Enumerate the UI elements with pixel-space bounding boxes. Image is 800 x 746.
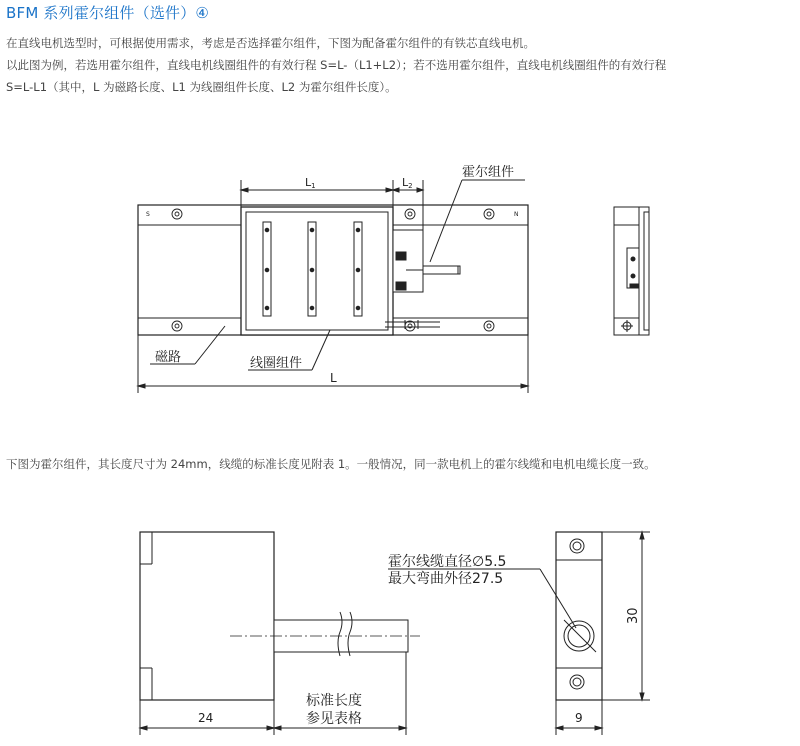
coil-label: 线圈组件 — [250, 356, 303, 371]
intro-line-2: 以此图为例，若选用霍尔组件，直线电机线圈组件的有效行程 S=L-（L1+L2）；若不选用霍尔组件，直线电机线圈组件的有效行程 — [6, 58, 667, 72]
cable-diameter-label: 霍尔线缆直径∅5.5 — [388, 554, 507, 570]
l2-sub: 2 — [408, 182, 413, 190]
intro-line-1: 在直线电机选型时，可根据使用需求，考虑是否选择霍尔组件，下图为配备霍尔组件的有铁芯直线电机。 — [6, 36, 535, 50]
magnet-label: 磁路 — [155, 350, 182, 365]
l2-label: L — [402, 176, 409, 189]
dim-9: 9 — [575, 711, 583, 725]
n-pole-mark: N — [514, 211, 519, 218]
dim-30: 30 — [626, 607, 641, 624]
hall-description: 下图为霍尔组件，其长度尺寸为 24mm，线缆的标准长度见附表 1。一般情况，同一款电机上的霍尔线缆和电机电缆长度一致。 — [6, 457, 656, 471]
hall-body — [140, 532, 274, 700]
l1-label: L — [305, 176, 312, 189]
hall-label: 霍尔组件 — [462, 165, 515, 180]
std-length-line1: 标准长度 — [306, 693, 362, 709]
dim-24: 24 — [198, 711, 214, 725]
intro-line-3: S=L-L1（其中，L 为磁路长度、L1 为线圈组件长度、L2 为霍尔组件长度）。 — [6, 80, 397, 94]
page-title: BFM 系列霍尔组件（选件）④ — [6, 4, 210, 22]
bend-radius-label: 最大弯曲外径27.5 — [388, 571, 504, 587]
l-label: L — [330, 371, 337, 385]
s-pole-mark: S — [146, 211, 150, 218]
l1-sub: 1 — [311, 182, 316, 190]
std-length-line2: 参见表格 — [306, 711, 362, 727]
